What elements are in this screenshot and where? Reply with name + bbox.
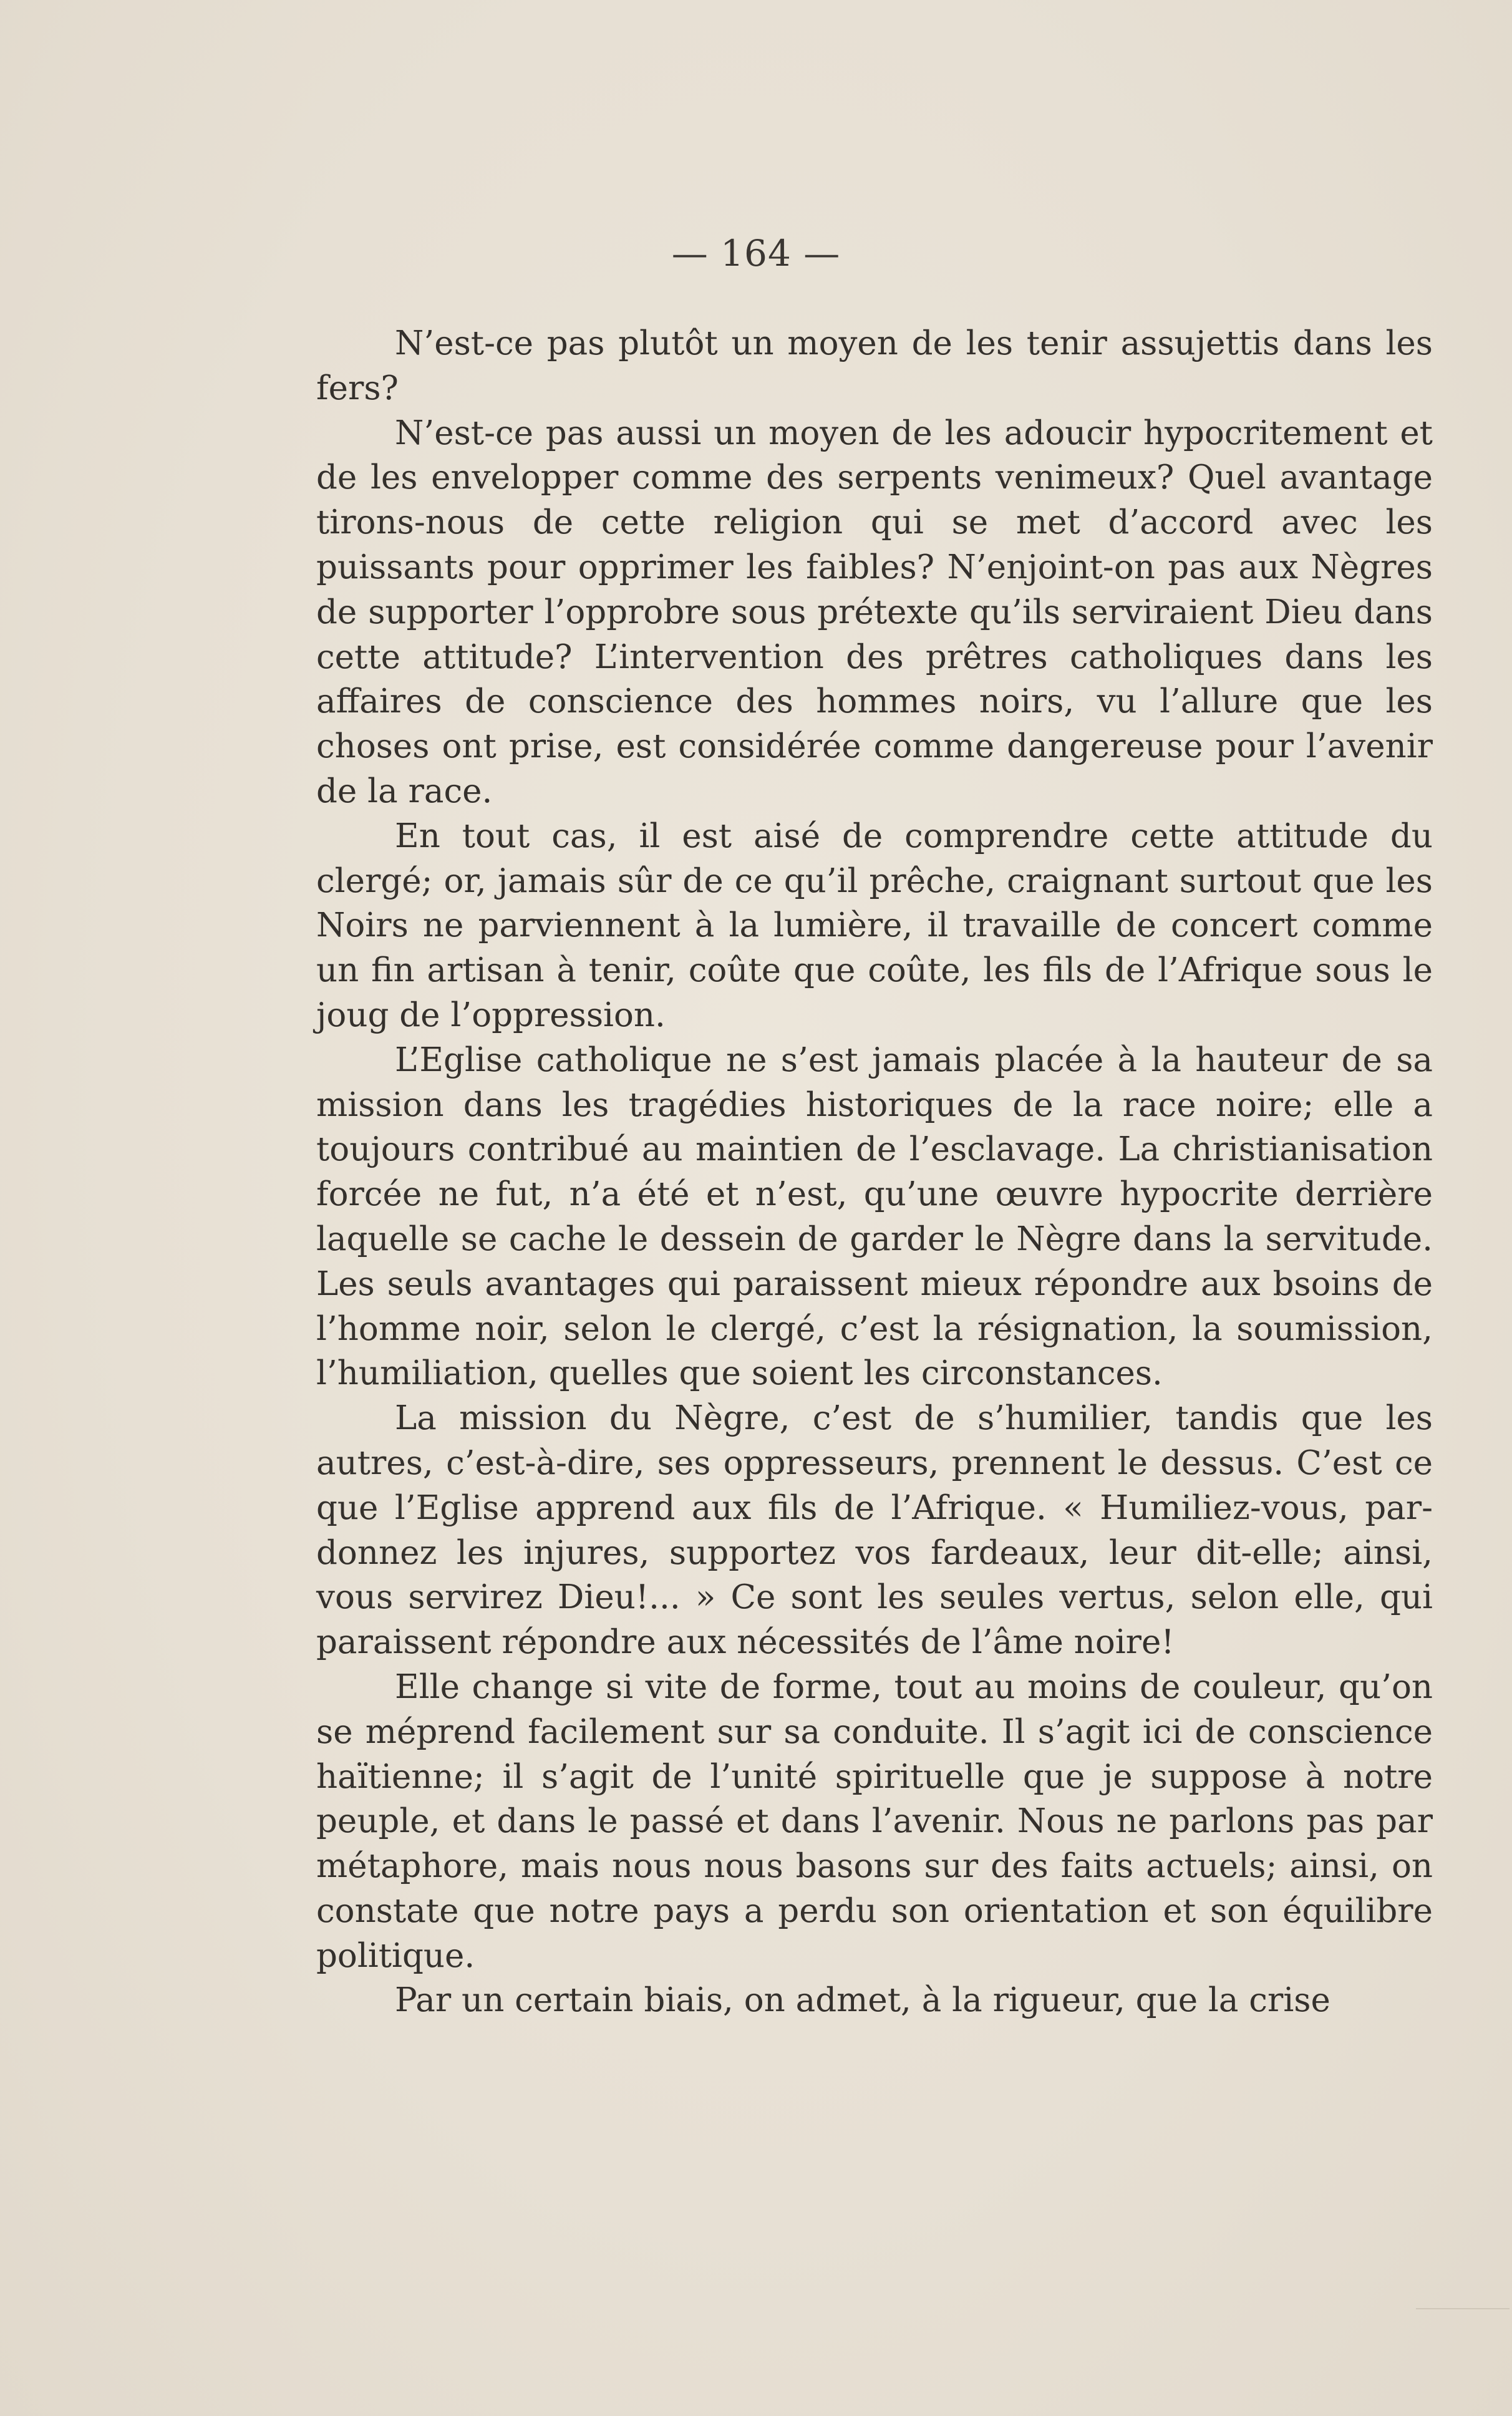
body-text (316, 321, 1433, 2023)
paragraph-3: En tout cas, il est aisé de comprendre cette attitude du clergé; or, jamais sûr de ce qu’il prêche, craignant surtout que les Noirs ne parviennent à la lumière, il travaille de concert comme un fin artisan à tenir, coûte que coûte, les fils de l’Afrique sous le joug de l’oppression. (316, 817, 1433, 1034)
paragraph-6: Elle change si vite de forme, tout au moins de couleur, qu’on se méprend facilement sur sa conduite. Il s’agit ici de conscience haïtienne; il s’agit de l’unité spirituelle que je suppose à notre peuple, et dans le passé et dans l’avenir. Nous ne parlons pas par métaphore, mais nous nous basons sur des faits actuels; ainsi, on constate que notre pays a perdu son orientation et son équilibre politique. (316, 1667, 1433, 1975)
paragraph-4: L’Eglise catholique ne s’est jamais placée à la hauteur de sa mission dans les tragédies historiques de la race noire; elle a toujours contribué au maintien de l’esclavage. La christianisation forcée ne fut, n’a été et n’est, qu’une œuvre hypocrite derrière laquelle se cache le dessein de garder le Nègre dans la servitude. Les seuls avantages qui paraissent mieux répondre aux bsoins de l’homme noir, selon le clergé, c’est la résignation, la soumission, l’humiliation, quelles que soient les circonstances. (316, 1041, 1433, 1393)
paragraph-2: N’est-ce pas aussi un moyen de les adoucir hypocritement et de les envelopper comme des serpents venimeux? Quel avantage tirons-nous de cette religion qui se met d’accord avec les puissants pour opprimer les faibles? N’enjoint-on pas aux Nègres de supporter l’opprobre sous prétexte qu’ils serviraient Dieu dans cette attitude? L’intervention des prêtres catholiques dans les affaires de conscience des hommes noirs, vu l’allure que les choses ont prise, est considérée comme dangereuse pour l’avenir de la race. (316, 414, 1433, 810)
paragraph-1: N’est-ce pas plutôt un moyen de les tenir assujettis dans les fers? (316, 324, 1433, 407)
paragraph-7: Par un certain biais, on admet, à la rigueur, que la crise (395, 1981, 1330, 2020)
page-number: — 164 — (671, 232, 841, 274)
edge-mark (1416, 2308, 1510, 2309)
paragraph-5: La mission du Nègre, c’est de s’humilier, tandis que les autres, c’est-à-dire, ses oppresseurs, prennent le dessus. C’est ce que l’Eglise apprend aux fils de l’Afrique. « Humiliez-vous, pardonnez les injures, supportez vos fardeaux, leur dit-elle; ainsi, vous servirez Dieu!... » Ce sont les seules vertus, selon elle, qui paraissent répondre aux nécessités de l’âme noire! (316, 1399, 1433, 1662)
